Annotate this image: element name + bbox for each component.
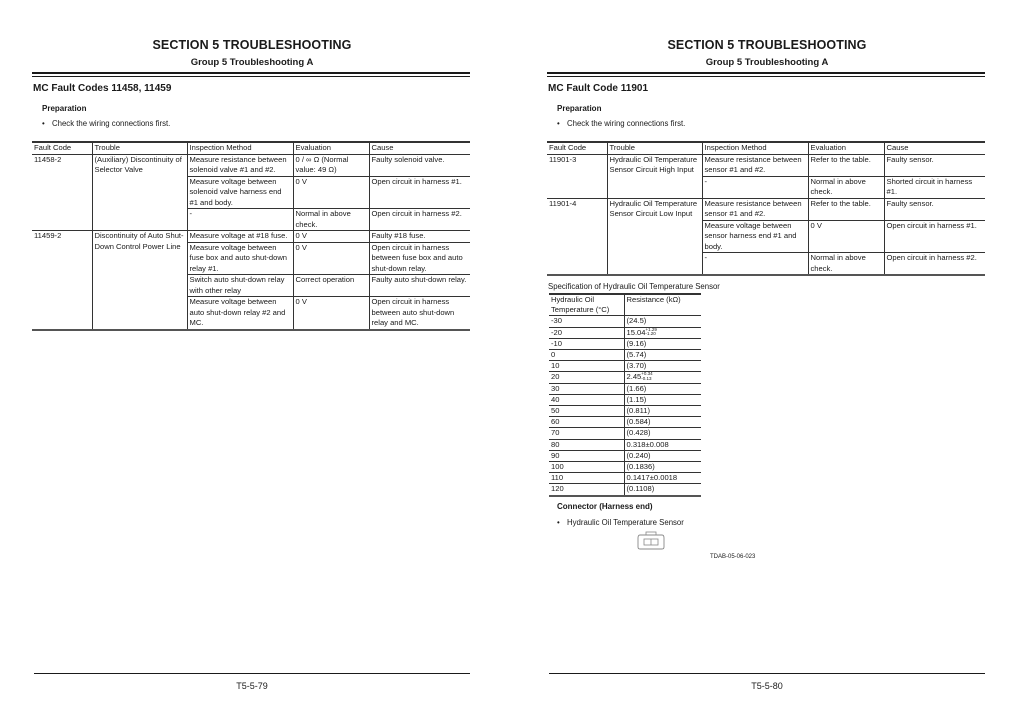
- connector-icon: [636, 531, 666, 551]
- cause-cell: Faulty solenoid valve.: [369, 154, 470, 176]
- evaluation-cell: 0 V: [293, 231, 369, 243]
- evaluation-cell: Normal in above check.: [808, 176, 884, 198]
- temperature-cell: 110: [551, 473, 564, 483]
- header-rule-thin: [547, 76, 985, 77]
- temperature-cell: 60: [551, 417, 560, 427]
- table-header-row: [32, 142, 470, 154]
- section-header-title: SECTION 5 TROUBLESHOOTING: [667, 38, 867, 52]
- temperature-cell: 80: [551, 439, 560, 449]
- resistance-cell: (0.811): [624, 406, 701, 417]
- resistance-cell: 2.45 +0.34 -0.13: [624, 372, 701, 383]
- resistance-cell: 0.318±0.008: [624, 439, 701, 450]
- footer-rule: [34, 673, 470, 674]
- spec-row: [549, 428, 701, 439]
- method-cell: Measure voltage between fuse box and auto shut-down relay #1.: [187, 242, 293, 275]
- column-header: Fault Code: [34, 143, 72, 152]
- column-header: Fault Code: [549, 143, 587, 152]
- resistance-cell: (0.240): [624, 450, 701, 461]
- bullet-icon: •: [557, 119, 560, 128]
- spec-row: [549, 406, 701, 417]
- temperature-cell: 40: [551, 394, 560, 404]
- fault-code-table: [547, 141, 985, 276]
- temperature-cell: 30: [551, 383, 560, 393]
- method-cell: -: [187, 209, 293, 231]
- evaluation-cell: Correct operation: [293, 275, 369, 297]
- evaluation-cell: 0 / ∞ Ω (Normal value: 49 Ω): [293, 154, 369, 176]
- temperature-cell: 50: [551, 406, 560, 416]
- evaluation-cell: Refer to the table.: [808, 198, 884, 220]
- evaluation-cell: Normal in above check.: [808, 253, 884, 276]
- spec-row: [549, 361, 701, 372]
- resistance-cell: (9.16): [624, 338, 701, 349]
- bullet-icon: •: [42, 119, 45, 128]
- evaluation-cell: Normal in above check.: [293, 209, 369, 231]
- spec-row: [549, 316, 701, 327]
- trouble-cell: (Auxiliary) Discontinuity of Selector Valve: [92, 154, 187, 231]
- trouble-cell: Hydraulic Oil Temperature Sensor Circuit Low Input: [607, 198, 702, 275]
- resistance-cell: 0.1417±0.0018: [624, 473, 701, 484]
- trouble-cell: Discontinuity of Auto Shut-Down Control Power Line: [92, 231, 187, 330]
- spec-table: [549, 293, 701, 497]
- spec-row: [549, 450, 701, 461]
- spec-row: [549, 383, 701, 394]
- page-number: T5-5-80: [751, 681, 783, 691]
- evaluation-cell: 0 V: [808, 220, 884, 253]
- fault-code-cell: 11901-4: [549, 198, 577, 208]
- spec-table-body: [549, 316, 701, 496]
- column-header: Evaluation: [808, 142, 884, 154]
- column-header: Hydraulic Oil Temperature (°C): [551, 295, 610, 315]
- spec-row: [549, 327, 701, 338]
- table-row: [32, 154, 470, 176]
- table-row: [547, 198, 985, 220]
- section-header-subtitle: Group 5 Troubleshooting A: [705, 57, 829, 68]
- footer-rule: [549, 673, 985, 674]
- fault-code-table: [32, 141, 470, 331]
- table-header-row: [549, 294, 701, 316]
- resistance-cell: (3.70): [624, 361, 701, 372]
- page-title: MC Fault Codes 11458, 11459: [33, 83, 172, 94]
- spec-row: [549, 394, 701, 405]
- resistance-cell: (24.5): [624, 316, 701, 327]
- method-cell: -: [702, 176, 808, 198]
- spec-row: [549, 439, 701, 450]
- resistance-cell: 15.04 +1.29 -1.20: [624, 327, 701, 338]
- preparation-heading: Preparation: [557, 104, 602, 113]
- column-header: Inspection Method: [702, 142, 808, 154]
- method-cell: Measure voltage at #18 fuse.: [187, 231, 293, 243]
- method-cell: -: [702, 253, 808, 276]
- column-header: Trouble: [607, 142, 702, 154]
- method-cell: Switch auto shut-down relay with other relay: [187, 275, 293, 297]
- resistance-cell: (0.1108): [624, 484, 701, 496]
- temperature-cell: 70: [551, 428, 560, 438]
- header-rule: [32, 72, 470, 74]
- connector-heading: Connector (Harness end): [557, 502, 653, 511]
- header-rule-thin: [32, 76, 470, 77]
- fault-code-cell: 11458-2: [34, 154, 62, 164]
- column-header: Trouble: [92, 142, 187, 154]
- spec-row: [549, 338, 701, 349]
- method-cell: Measure voltage between solenoid valve harness end #1 and body.: [187, 176, 293, 209]
- column-header: Cause: [369, 142, 470, 154]
- spec-row: [549, 350, 701, 361]
- preparation-bullet: • Check the wiring connections first.: [42, 119, 171, 128]
- method-cell: Measure resistance between sensor #1 and #2.: [702, 198, 808, 220]
- method-cell: Measure voltage between auto shut-down relay #2 and MC.: [187, 297, 293, 330]
- table-row: [32, 231, 470, 243]
- page-title: MC Fault Code 11901: [548, 83, 649, 94]
- figure-id: TDAB-05-06-023: [710, 554, 756, 560]
- temperature-cell: 0: [551, 350, 556, 360]
- cause-cell: Faulty #18 fuse.: [369, 231, 470, 243]
- cause-cell: Faulty sensor.: [884, 154, 985, 176]
- evaluation-cell: 0 V: [293, 242, 369, 275]
- spec-table-caption: Specification of Hydraulic Oil Temperature Sensor: [548, 282, 720, 291]
- spec-row: [549, 484, 701, 496]
- column-header: Inspection Method: [187, 142, 293, 154]
- temperature-cell: 100: [551, 462, 564, 472]
- temperature-cell: -30: [551, 316, 562, 326]
- table-row: [547, 154, 985, 176]
- evaluation-cell: Refer to the table.: [808, 154, 884, 176]
- page-number: T5-5-79: [236, 681, 268, 691]
- resistance-cell: (1.15): [624, 394, 701, 405]
- resistance-cell: (5.74): [624, 350, 701, 361]
- evaluation-cell: 0 V: [293, 176, 369, 209]
- tolerance: +1.29 -1.20: [645, 326, 657, 337]
- method-cell: Measure resistance between sensor #1 and #2.: [702, 154, 808, 176]
- temperature-cell: 10: [551, 361, 560, 371]
- spec-row: [549, 473, 701, 484]
- table-header-row: [547, 142, 985, 154]
- spec-row: [549, 417, 701, 428]
- column-header: Cause: [884, 142, 985, 154]
- cause-cell: Shorted circuit in harness #1.: [884, 176, 985, 198]
- evaluation-cell: 0 V: [293, 297, 369, 330]
- tolerance: +0.34 -0.13: [641, 371, 653, 381]
- temperature-cell: 90: [551, 450, 560, 460]
- temperature-cell: -20: [551, 327, 562, 337]
- resistance-cell: (0.584): [624, 417, 701, 428]
- section-header-title: SECTION 5 TROUBLESHOOTING: [152, 38, 352, 52]
- preparation-heading: Preparation: [42, 104, 87, 113]
- bullet-icon: •: [557, 518, 560, 527]
- temperature-cell: -10: [551, 338, 562, 348]
- trouble-cell: Hydraulic Oil Temperature Sensor Circuit High Input: [607, 154, 702, 198]
- column-header: Resistance (kΩ): [624, 294, 701, 316]
- cause-cell: Open circuit in harness between auto shut-down relay and MC.: [369, 297, 470, 330]
- method-cell: Measure resistance between solenoid valve #1 and #2.: [187, 154, 293, 176]
- resistance-cell: (0.1836): [624, 462, 701, 473]
- cause-cell: Open circuit in harness #1.: [884, 220, 985, 253]
- fault-code-cell: 11901-3: [549, 154, 577, 164]
- cause-cell: Open circuit in harness #2.: [884, 253, 985, 276]
- section-header-subtitle: Group 5 Troubleshooting A: [190, 57, 314, 68]
- spec-row: [549, 462, 701, 473]
- cause-cell: Faulty sensor.: [884, 198, 985, 220]
- cause-cell: Open circuit in harness #1.: [369, 176, 470, 209]
- cause-cell: Open circuit in harness #2.: [369, 209, 470, 231]
- preparation-bullet: • Check the wiring connections first.: [557, 119, 686, 128]
- spec-row: [549, 372, 701, 383]
- cause-cell: Open circuit in harness between fuse box and auto shut-down relay.: [369, 242, 470, 275]
- column-header: Evaluation: [293, 142, 369, 154]
- resistance-cell: (1.66): [624, 383, 701, 394]
- cause-cell: Faulty auto shut-down relay.: [369, 275, 470, 297]
- resistance-cell: (0.428): [624, 428, 701, 439]
- header-rule: [547, 72, 985, 74]
- temperature-cell: 120: [551, 484, 564, 494]
- fault-code-cell: 11459-2: [34, 231, 62, 240]
- temperature-cell: 20: [551, 372, 560, 382]
- page-left: [32, 0, 472, 724]
- page-right: [547, 0, 987, 724]
- connector-bullet: • Hydraulic Oil Temperature Sensor: [557, 518, 684, 527]
- method-cell: Measure voltage between sensor harness end #1 and body.: [702, 220, 808, 253]
